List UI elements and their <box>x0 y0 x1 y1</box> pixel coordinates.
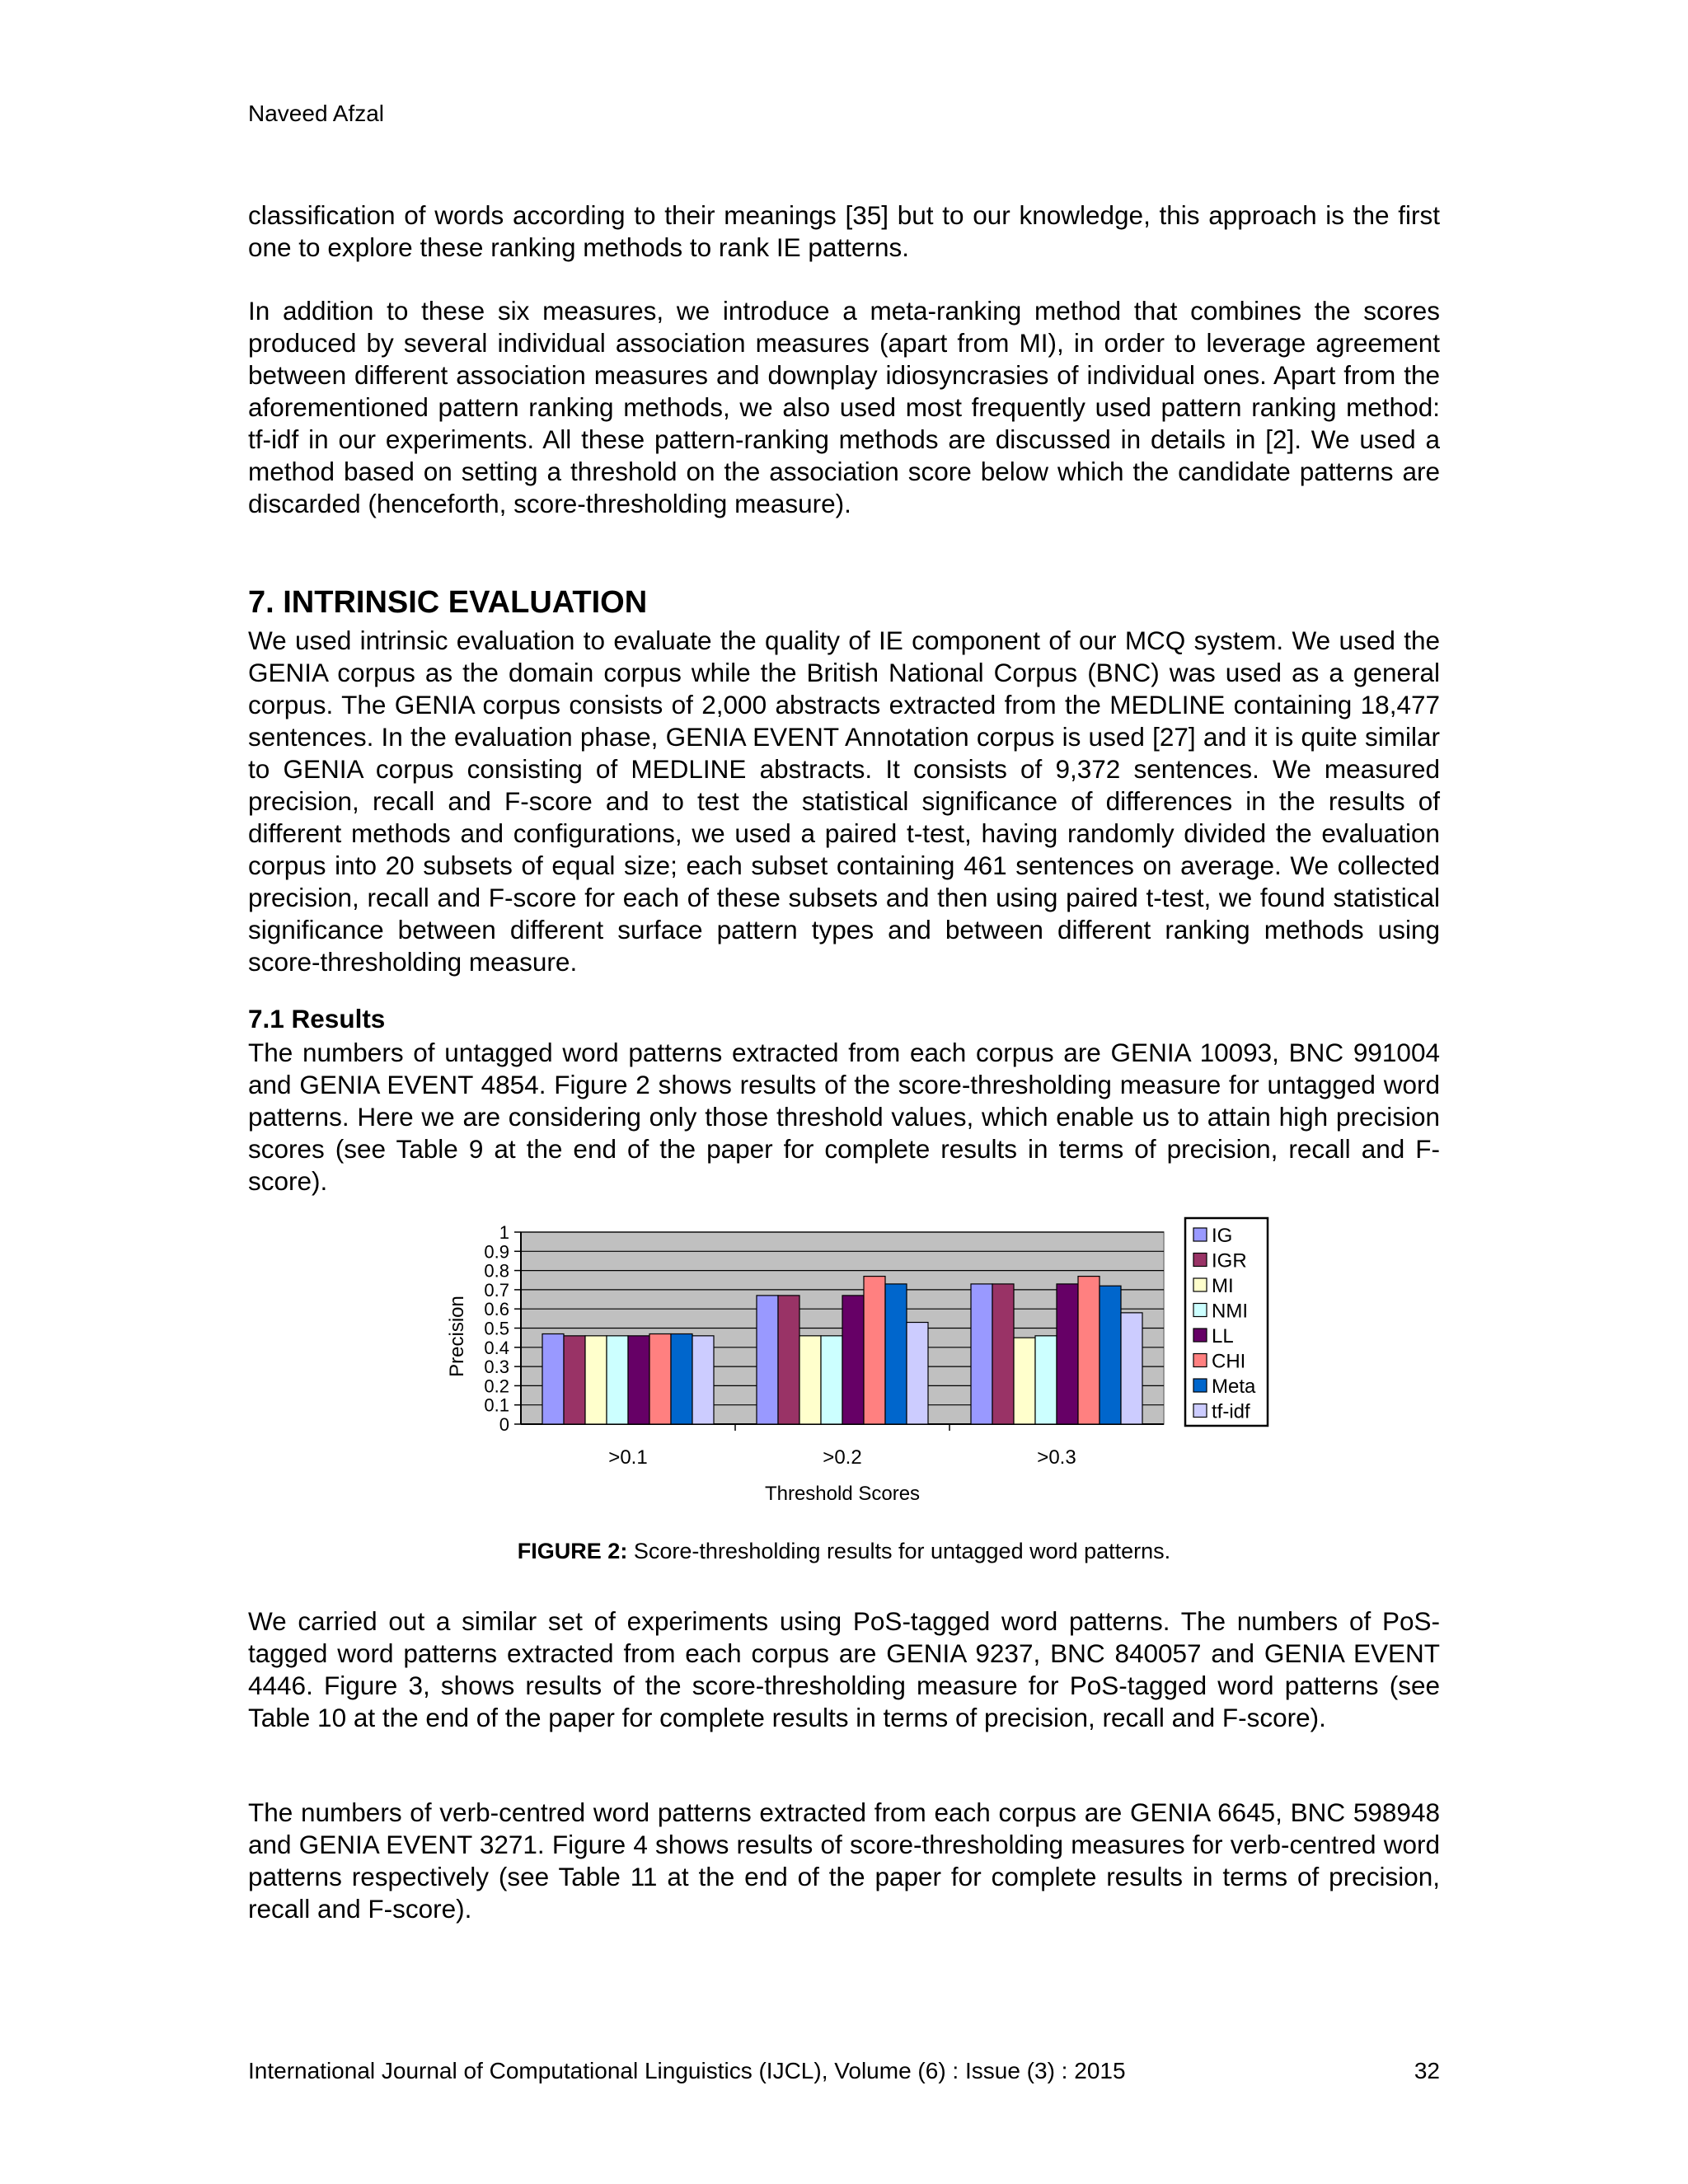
legend-label-CHI: CHI <box>1212 1350 1246 1373</box>
footer-journal: International Journal of Computational Linguistics (IJCL), Volume (6) : Issue (3) : 2015 <box>248 2058 1126 2083</box>
bar-IGR-0 <box>564 1336 585 1424</box>
x-tick-label: >0.1 <box>608 1446 648 1469</box>
paragraph-untagged-results: The numbers of untagged word patterns extracted from each corpus are GENIA 10093, BNC 991004 and GENIA EVENT 4854. Figure 2 shows results of the score-thresholding measure for untagged word patterns. Here we are considering only those threshold values, which enable us to attain high precision scores (see Table 9 at the end of the paper for complete results in terms of precision, recall and F-score). <box>248 1038 1440 1196</box>
legend-swatch-tf-idf <box>1193 1404 1207 1418</box>
paragraph-intrinsic-evaluation: We used intrinsic evaluation to evaluate the quality of IE component of our MCQ system. We used the GENIA corpus as the domain corpus while the British National Corpus (BNC) was used as a general corpus. The GENIA corpus consists of 2,000 abstracts extracted from the MEDLINE containing 18,477 sentences. In the evaluation phase, GENIA EVENT Annotation corpus is used [27] and it is quite similar to GENIA corpus consisting of MEDLINE abstracts. It consists of 9,372 sentences. We measured precision, recall and F-score and to test the statistical significance of differences in the results of different methods and configurations, we used a paired t-test, having randomly divided the evaluation corpus into 20 subsets of equal size; each subset containing 461 sentences on average. We collected precision, recall and F-score for each of these subsets and then using paired t-test, we found statistical significance between different surface pattern types and between different ranking methods using score-thresholding measure. <box>248 626 1440 977</box>
bar-tf-idf-1 <box>907 1323 928 1424</box>
legend-label-Meta: Meta <box>1212 1376 1256 1398</box>
bar-tf-idf-2 <box>1121 1313 1142 1424</box>
y-tick-label: 0.4 <box>484 1337 509 1358</box>
bar-IG-0 <box>542 1333 564 1424</box>
legend-swatch-Meta <box>1193 1379 1207 1392</box>
bar-Meta-0 <box>671 1333 692 1424</box>
bar-LL-0 <box>628 1336 649 1424</box>
bar-IGR-2 <box>992 1284 1014 1424</box>
y-tick-label: 0.3 <box>484 1357 509 1378</box>
x-tick-label: >0.2 <box>823 1446 862 1469</box>
bar-NMI-2 <box>1035 1336 1057 1424</box>
y-tick-label: 0.2 <box>484 1376 509 1397</box>
legend-swatch-MI <box>1193 1278 1207 1291</box>
bar-NMI-1 <box>821 1336 842 1424</box>
legend-swatch-LL <box>1193 1329 1207 1342</box>
legend-swatch-IGR <box>1193 1254 1207 1267</box>
running-header-author: Naveed Afzal <box>248 101 384 126</box>
legend-label-MI: MI <box>1212 1275 1234 1297</box>
legend-label-NMI: NMI <box>1212 1300 1248 1323</box>
bar-IG-2 <box>971 1284 992 1424</box>
precision-bar-chart <box>429 1212 1269 1516</box>
y-tick-label: 0.6 <box>484 1299 509 1320</box>
bar-CHI-2 <box>1078 1277 1100 1424</box>
y-tick-label: 0.5 <box>484 1318 509 1339</box>
bar-MI-0 <box>585 1336 607 1424</box>
y-tick-label: 0.1 <box>484 1394 509 1416</box>
paragraph-intro: classification of words according to their meanings [35] but to our knowledge, this approach is the first one to explore these ranking methods to rank IE patterns. <box>248 200 1440 262</box>
y-tick-label: 1 <box>499 1222 509 1243</box>
legend-label-IGR: IGR <box>1212 1249 1247 1272</box>
y-axis-label: Precision <box>446 1296 468 1377</box>
figure-caption-text: Score-thresholding results for untagged word patterns. <box>627 1539 1171 1563</box>
page-number: 32 <box>1414 2058 1440 2083</box>
paragraph-meta-ranking: In addition to these six measures, we introduce a meta-ranking method that combines the scores produced by several individual association measures (apart from MI), in order to leverage agreement between different association measures and downplay idiosyncrasies of individual ones. Apart from the aforementioned pattern ranking methods, we also used most frequently used pattern ranking method: tf-idf in our experiments. All these pattern-ranking methods are discussed in details in [2]. We used a method based on setting a threshold on the association score below which the candidate patterns are discarded (henceforth, score-thresholding measure). <box>248 296 1440 518</box>
figure-caption <box>0 1539 1688 1564</box>
page-footer <box>248 2058 1440 2084</box>
figure-label: FIGURE 2: <box>517 1539 628 1563</box>
bar-Meta-2 <box>1100 1286 1121 1424</box>
y-tick-label: 0.9 <box>484 1241 509 1263</box>
bar-tf-idf-0 <box>692 1336 714 1424</box>
legend-swatch-IG <box>1193 1228 1207 1241</box>
bar-NMI-0 <box>607 1336 628 1424</box>
bar-Meta-1 <box>885 1284 907 1424</box>
y-tick-label: 0.7 <box>484 1279 509 1301</box>
y-tick-label: 0.8 <box>484 1260 509 1282</box>
bar-LL-1 <box>842 1296 864 1424</box>
legend-label-tf-idf: tf-idf <box>1212 1400 1250 1423</box>
bar-LL-2 <box>1057 1284 1078 1424</box>
bar-MI-1 <box>799 1336 821 1424</box>
x-tick-label: >0.3 <box>1037 1446 1076 1469</box>
legend-swatch-NMI <box>1193 1304 1207 1317</box>
y-tick-label: 0 <box>499 1414 509 1435</box>
bar-MI-2 <box>1014 1338 1035 1424</box>
bar-IG-1 <box>757 1296 778 1424</box>
paragraph-verb-centred: The numbers of verb-centred word patterns extracted from each corpus are GENIA 6645, BNC 598948 and GENIA EVENT 3271. Figure 4 shows results of score-thresholding measures for verb-centred word patterns respectively (see Table 11 at the end of the paper for complete results in terms of precision, recall and F-score). <box>248 1797 1440 1924</box>
paragraph-pos-tagged: We carried out a similar set of experiments using PoS-tagged word patterns. The numbers of PoS-tagged word patterns extracted from each corpus are GENIA 9237, BNC 840057 and GENIA EVENT 4446. Figure 3, shows results of the score-thresholding measure for PoS-tagged word patterns (see Table 10 at the end of the paper for complete results in terms of precision, recall and F-score). <box>248 1606 1440 1732</box>
legend-swatch-CHI <box>1193 1354 1207 1367</box>
bar-CHI-1 <box>864 1277 885 1424</box>
section-heading: 7. INTRINSIC EVALUATION <box>248 585 648 620</box>
legend-label-IG: IG <box>1212 1225 1233 1247</box>
bar-IGR-1 <box>778 1296 799 1424</box>
x-axis-label: Threshold Scores <box>764 1483 921 1505</box>
legend-label-LL: LL <box>1212 1325 1234 1347</box>
subsection-heading: 7.1 Results <box>248 1004 386 1033</box>
bar-CHI-0 <box>649 1333 671 1424</box>
